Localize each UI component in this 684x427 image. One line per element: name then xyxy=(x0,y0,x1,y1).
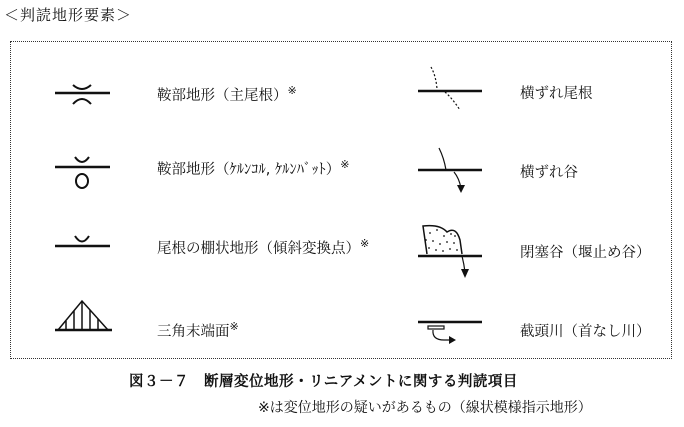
label-dammed-valley: 閉塞谷（堰止め谷） xyxy=(520,245,651,261)
triangular-facet-symbol xyxy=(55,301,112,330)
label-offset-ridge: 横ずれ尾根 xyxy=(520,86,593,102)
section-title: ＜判読地形要素＞ xyxy=(4,6,133,24)
offset-valley-symbol xyxy=(418,148,482,193)
label-saddle-main-ridge: 鞍部地形（主尾根）※ xyxy=(157,84,297,104)
label-beheaded-stream: 截頭川（首なし川） xyxy=(520,324,651,340)
label-ridge-bench: 尾根の棚状地形（傾斜変換点）※ xyxy=(157,237,370,257)
label-offset-valley: 横ずれ谷 xyxy=(520,165,578,181)
label-triangular-facet: 三角末端面※ xyxy=(157,320,239,340)
figure-caption: 図３－７ 断層変位地形・リニアメントに関する判読項目 xyxy=(129,374,518,390)
dammed-valley-symbol xyxy=(418,226,482,278)
ridge-bench-symbol xyxy=(55,236,110,246)
footnote: ※は変位地形の疑いがあるもの（線状模様指示地形） xyxy=(258,400,592,416)
dammed-valley-stipple xyxy=(425,229,458,252)
label-saddle-kerncol: 鞍部地形（ｹﾙﾝｺﾙ, ｹﾙﾝﾊﾞｯﾄ）※ xyxy=(157,158,350,178)
saddle-main-ridge-symbol xyxy=(55,85,110,104)
offset-ridge-symbol xyxy=(418,67,482,110)
beheaded-stream-symbol xyxy=(418,322,482,344)
saddle-kerncol-symbol xyxy=(55,157,110,188)
